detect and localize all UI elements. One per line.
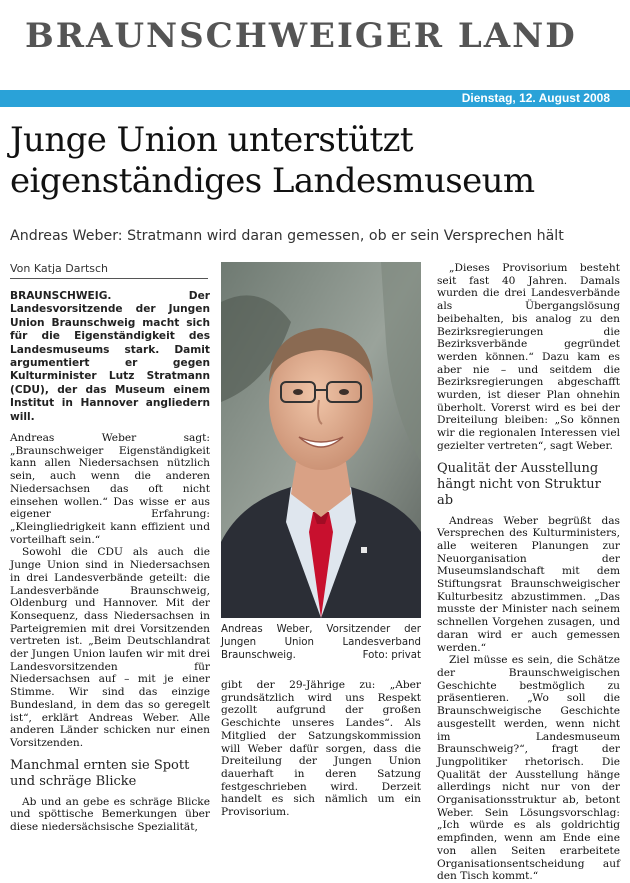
article-headline: Junge Union unterstützt eigenständiges Landesmuseum (10, 120, 535, 201)
article-column-1 (10, 290, 210, 834)
section-subtitle: Manchmal ernten sie Spott und schräge Blicke (10, 757, 190, 789)
date-band (0, 90, 630, 107)
article-subheadline: Andreas Weber: Stratmann wird daran gemessen, ob er sein Versprechen hält (10, 228, 564, 244)
publication-date: Dienstag, 12. August 2008 (461, 91, 610, 105)
newspaper-masthead: BRAUNSCHWEIGER LAND (25, 16, 577, 56)
body-paragraph: Andreas Weber begrüßt das Versprechen des Kulturministers, alle weiteren Planungen zur Neuorganisation der Museumslandschaft mit dem Stiftungsrat Braunschweigischer Kulturbesitz abzustimmen. „Das musste der Minister nach seinem schnellen Vorgehen zusagen, und daran wird er auch gemessen werden.“ (437, 514, 620, 654)
body-paragraph: Andreas Weber sagt: „Braunschweiger Eigenständigkeit kann allen Niedersachsen nützlich sein, auch wenn die anderen Niedersachsen das oft nicht einsehen wollen.“ Das wisse er aus eigener Erfahrung: „Kleingliedrigkeit kann effizient und vorteilhaft sein.“ (10, 432, 210, 546)
body-paragraph: Ab und an gebe es schräge Blicke und spöttische Bemerkungen über diese niedersächsische Spezialität, (10, 795, 210, 834)
body-paragraph: Ziel müsse es sein, die Schätze der Braunschweigischen Geschichte bestmöglich zu präsentieren. „Wo soll die Braunschweigische Geschichte ausgestellt werden, wenn nicht im Landesmuseum Braunschweig?“, fragt der Jungpolitiker rhetorisch. Die Qualität der Ausstellung hänge allerdings nicht nur von der Organisationsstruktur ab, betont Weber. Sein Lösungsvorschlag: „Ich würde es als goldrichtig empfinden, wenn am Ende eine von allen Seiten erarbeitete Organisationsentscheidung auf den Tisch kommt.“ (437, 654, 620, 883)
section-subtitle: Qualität der Ausstellung hängt nicht von Struktur ab (437, 460, 601, 508)
photo-credit: Foto: privat (362, 649, 421, 661)
caption-text: Andreas Weber, Vorsitzender der Jungen Union Landesverband Braunschweig. (221, 624, 421, 661)
article-column-2 (221, 679, 421, 819)
photo-caption (221, 624, 421, 662)
lead-paragraph: BRAUNSCHWEIG. Der Landesvorsitzende der Jungen Union Braunschweig macht sich für die Eigenständigkeit des Landesmuseums stark. Damit argumentiert er gegen Kulturminister Lutz Stratmann (CDU), der das Museum einem Institut in Hannover angliedern will. (10, 290, 210, 423)
body-paragraph: „Dieses Provisorium besteht seit fast 40 Jahren. Damals wurden die drei Landesverbände als Übergangslösung beibehalten, bis analog zu den Bezirksregierungen die Bezirksverbände gegründet werden können.“ Dazu kam es aber nie – und seitdem die Bezirksregierungen abgeschafft wurden, ist dieser Plan ohnehin überholt. Vorerst wird es bei der Dreiteilung bleiben: „So können wir die regionalen Interessen viel gezielter vertreten“, sagt Weber. (437, 262, 620, 452)
portrait-photo (221, 262, 421, 618)
byline: Von Katja Dartsch (10, 262, 208, 279)
body-paragraph: Sowohl die CDU als auch die Junge Union sind in Niedersachsen in drei Landesverbände geteilt: die Landesverbände Braunschweig, Oldenburg und Hannover. Mit der Konsequenz, dass Niedersachsen in Parteigremien mit drei Vorsitzenden vertreten ist. „Beim Deutschlandrat der Jungen Union laufen wir mit drei Landesvorsitzenden für Niedersachsen auf – mit je einer Stimme. Wir sind das einzige Bundesland, in dem das so geregelt ist“, erklärt Andreas Weber. Alle anderen Länder schicken nur einen Vorsitzenden. (10, 546, 210, 749)
body-paragraph: gibt der 29-Jährige zu: „Aber grundsätzlich wird uns Respekt gezollt aufgrund der großen Geschichte unseres Landes“. Als Mitglied der Satzungskommission will Weber dafür sorgen, dass die Dreiteilung der Jungen Union dauerhaft in deren Satzung festgeschrieben wird. Derzeit handelt es sich nämlich um ein Provisorium. (221, 679, 421, 819)
article-column-3 (437, 262, 620, 883)
